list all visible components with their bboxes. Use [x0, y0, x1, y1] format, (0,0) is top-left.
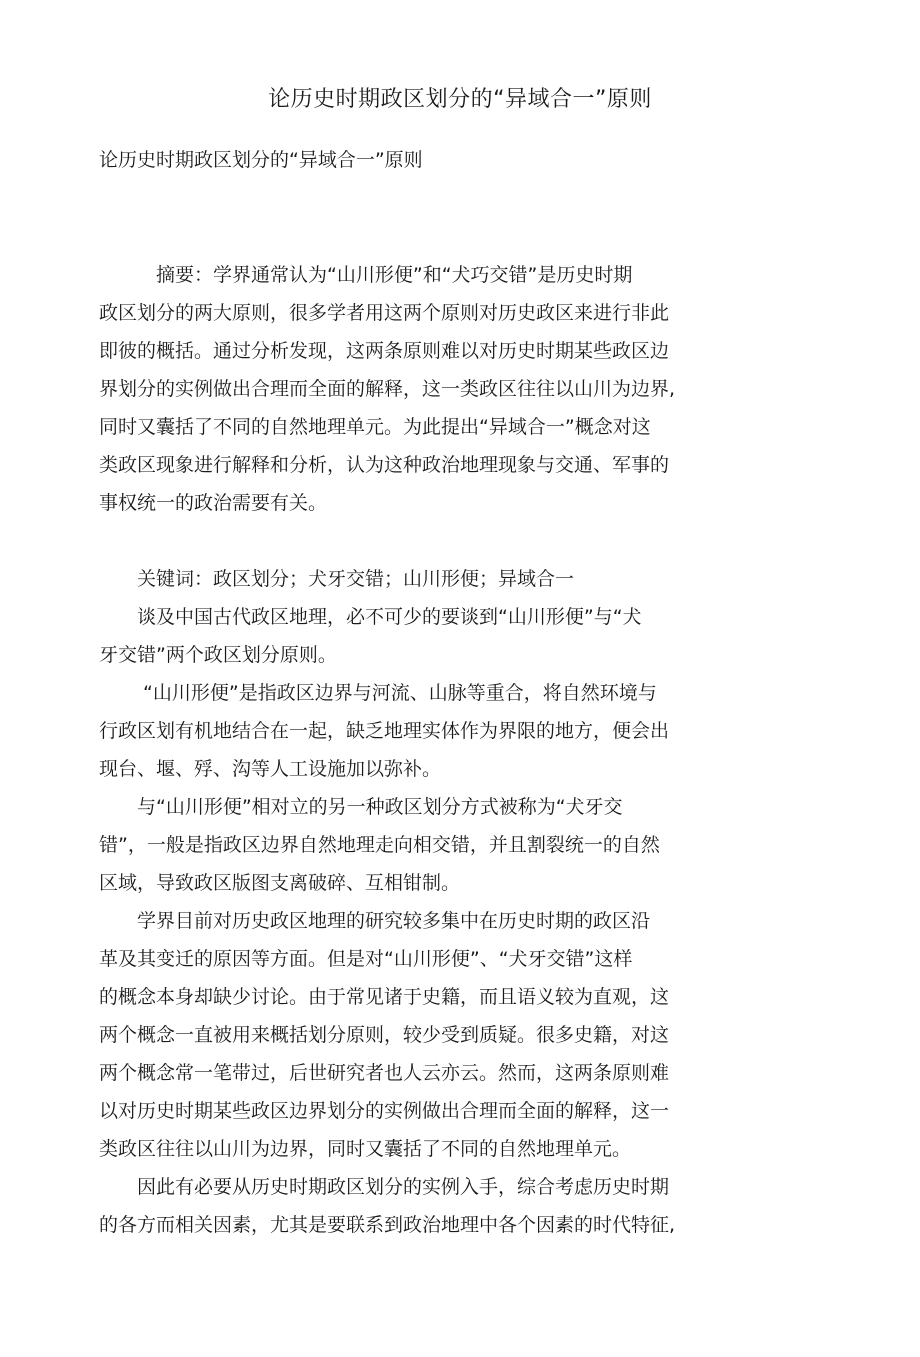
- body-line: 谈及中国古代政区地理，必不可少的要谈到“山川形便”与“犬: [99, 606, 642, 628]
- body-line: 两个概念常一笔带过，后世研究者也人云亦云。然而，这两条原则难: [99, 1062, 670, 1084]
- body-line: 行政区划有机地结合在一起，缺乏地理实体作为界限的地方，便会出: [99, 720, 670, 742]
- keywords-line: 关键词：政区划分；犬牙交错；山川形便；异域合一: [99, 568, 575, 590]
- body-text: [99, 598, 749, 1244]
- document-subtitle: 论历史时期政区划分的“异域合一”原则: [99, 149, 423, 171]
- abstract-line: 政区划分的两大原则，很多学者用这两个原则对历史政区来进行非此: [99, 302, 670, 324]
- body-line: 的各方而相关因素，尤其是要联系到政治地理中各个因素的时代特征,: [99, 1214, 676, 1236]
- abstract-line: 同时又囊括了不同的自然地理单元。为此提出“异域合一”概念对这: [99, 416, 651, 438]
- abstract-line: 界划分的实例做出合理而全面的解释，这一类政区往往以山川为边界,: [99, 378, 676, 400]
- abstract-line: 类政区现象进行解释和分析，认为这种政治地理现象与交通、军事的: [99, 454, 670, 476]
- keywords-paragraph: [99, 560, 749, 598]
- abstract-paragraph: [99, 256, 749, 522]
- body-line: “山川形便”是指政区边界与河流、山脉等重合，将自然环境与: [99, 682, 657, 704]
- abstract-line: 事权统一的政治需要有关。: [99, 492, 328, 514]
- body-line: 牙交错”两个政区划分原则。: [99, 644, 337, 666]
- body-line: 因此有必要从历史时期政区划分的实例入手，综合考虑历史时期: [99, 1176, 670, 1198]
- body-line: 以对历史时期某些政区边界划分的实例做出合理而全面的解释，这一: [99, 1100, 670, 1122]
- body-line: 错”，一般是指政区边界自然地理走向相交错，并且割裂统一的自然: [99, 834, 660, 856]
- abstract-line: 摘要：学界通常认为“山川形便”和“犬巧交错”是历史时期: [99, 264, 633, 286]
- body-line: 类政区往往以山川为边界，同时又囊括了不同的自然地理单元。: [99, 1138, 632, 1160]
- body-line: 的概念本身却缺少讨论。由于常见诸于史籍，而且语义较为直观，这: [99, 986, 670, 1008]
- document-title: 论历史时期政区划分的“异域合一”原则: [268, 87, 652, 112]
- body-line: 与“山川形便”相对立的另一种政区划分方式被称为“犬牙交: [99, 796, 623, 818]
- body-line: 学界目前对历史政区地理的研究较多集中在历史时期的政区沿: [99, 910, 651, 932]
- abstract-line: 即彼的概括。通过分析发现，这两条原则难以对历史时期某些政区边: [99, 340, 670, 362]
- body-line: 区域，导致政区版图支离破碎、互相钳制。: [99, 872, 461, 894]
- body-line: 两个概念一直被用来概括划分原则，较少受到质疑。很多史籍，对这: [99, 1024, 670, 1046]
- body-line: 现台、堰、殍、沟等人工设施加以弥补。: [99, 758, 442, 780]
- body-line: 革及其变迁的原因等方面。但是对“山川形便”、“犬牙交错”这样: [99, 948, 633, 970]
